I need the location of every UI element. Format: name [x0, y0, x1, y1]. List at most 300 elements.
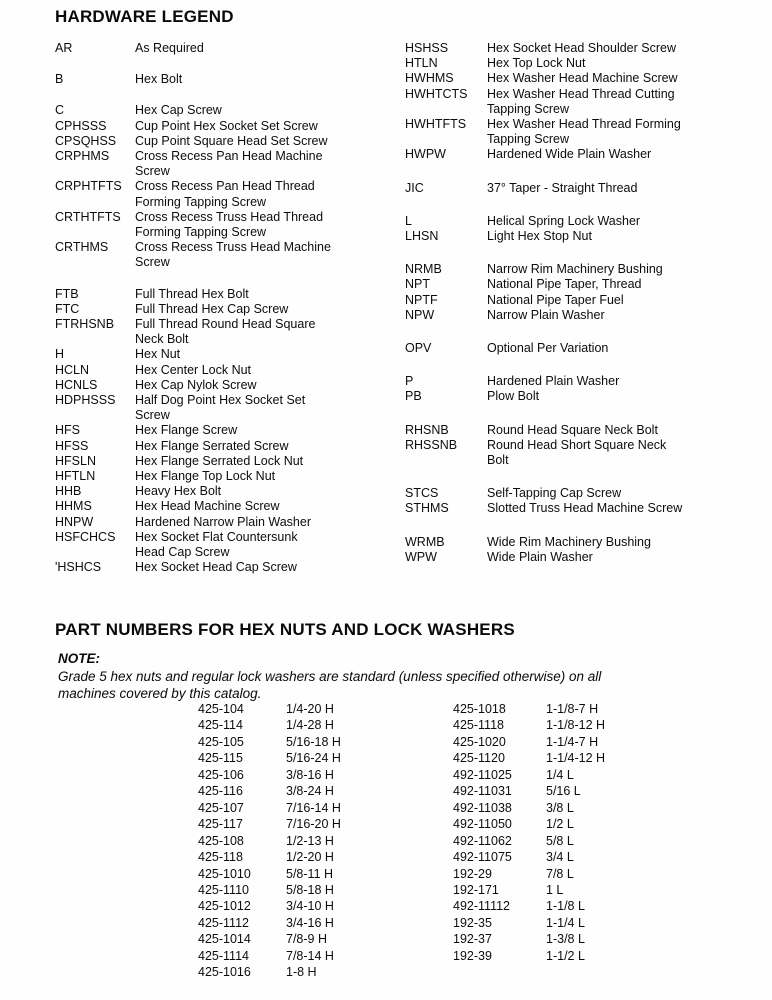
legend-entry — [405, 389, 755, 404]
part-number: 425-117 — [198, 817, 243, 832]
part-number-row — [453, 783, 703, 799]
part-number: 425-1112 — [198, 915, 249, 930]
legend-abbreviation: 'HSHCS — [55, 560, 102, 575]
legend-description-line: Narrow Plain Washer — [487, 307, 605, 322]
part-number: 425-116 — [198, 784, 243, 799]
legend-description-line: Half Dog Point Hex Socket Set — [135, 393, 306, 408]
part-size: 1-1/8 L — [546, 899, 585, 914]
part-number: 492-11025 — [453, 767, 512, 782]
part-number-row — [453, 816, 703, 832]
legend-abbreviation: CPHSSS — [55, 118, 107, 133]
legend-description — [135, 530, 397, 560]
part-size: 3/8-24 H — [286, 784, 334, 799]
legend-abbreviation: FTB — [55, 286, 79, 301]
legend-entry — [405, 262, 755, 277]
legend-description-line: Hex Washer Head Machine Screw — [487, 71, 678, 86]
legend-entry — [405, 214, 755, 229]
legend-group — [405, 181, 755, 196]
part-number-row — [198, 898, 448, 914]
hardware-legend-heading: HARDWARE LEGEND — [55, 7, 234, 26]
legend-description — [135, 119, 397, 134]
legend-description-line: Hardened Plain Washer — [487, 374, 620, 389]
legend-description-line: Light Hex Stop Nut — [487, 229, 592, 244]
part-number-row — [198, 701, 448, 717]
legend-description — [135, 560, 397, 575]
part-size: 1-1/4 L — [546, 915, 585, 930]
part-number-row — [453, 833, 703, 849]
legend-abbreviation: HWPW — [405, 147, 446, 162]
part-number: 492-11062 — [453, 833, 512, 848]
legend-description — [135, 287, 397, 302]
legend-description-line: Tapping Screw — [487, 132, 569, 147]
legend-abbreviation: HHB — [55, 484, 82, 499]
part-size: 7/8 L — [546, 866, 574, 881]
legend-description-line: Wide Plain Washer — [487, 549, 593, 564]
legend-description — [487, 41, 755, 56]
legend-entry — [55, 363, 397, 378]
part-number: 425-107 — [198, 800, 244, 815]
legend-description-line: Hardened Wide Plain Washer — [487, 147, 652, 162]
legend-description — [487, 87, 755, 117]
legend-description-line: Hex Flange Top Lock Nut — [135, 469, 276, 484]
legend-abbreviation: CPSQHSS — [55, 133, 117, 148]
legend-description — [135, 499, 397, 514]
legend-description-line: Narrow Rim Machinery Bushing — [487, 262, 663, 277]
legend-description-line: Hex Head Machine Screw — [135, 499, 280, 514]
legend-description — [487, 308, 755, 323]
legend-description-line: Full Thread Hex Cap Screw — [135, 301, 289, 316]
legend-description-line: 37° Taper - Straight Thread — [487, 180, 638, 195]
part-number: 425-1016 — [198, 965, 251, 980]
legend-description — [135, 347, 397, 362]
part-number: 425-1114 — [198, 948, 249, 963]
legend-entry — [405, 87, 755, 117]
part-size: 1-8 H — [286, 965, 317, 980]
legend-entry — [55, 469, 397, 484]
legend-entry — [405, 277, 755, 292]
part-number: 192-39 — [453, 948, 492, 963]
legend-description — [135, 134, 397, 149]
part-number: 425-1120 — [453, 751, 505, 766]
legend-group — [55, 103, 397, 270]
part-number-row — [198, 964, 448, 980]
part-size: 1/2-13 H — [286, 833, 334, 848]
part-number-row — [198, 882, 448, 898]
legend-entry — [55, 149, 397, 179]
legend-description-line: Hex Cap Screw — [135, 103, 222, 118]
legend-abbreviation: CRPHMS — [55, 149, 110, 164]
legend-description — [487, 262, 755, 277]
legend-entry — [55, 439, 397, 454]
legend-description-line: Hex Nut — [135, 347, 181, 362]
legend-entry — [55, 103, 397, 118]
legend-abbreviation: HTLN — [405, 56, 438, 71]
legend-description — [487, 277, 755, 292]
legend-entry — [55, 454, 397, 469]
part-number-row — [453, 849, 703, 865]
part-size: 5/16-18 H — [286, 734, 341, 749]
legend-description-line: Hardened Narrow Plain Washer — [135, 514, 312, 529]
legend-description-line: Hex Flange Serrated Screw — [135, 438, 289, 453]
note-label: NOTE: — [58, 651, 100, 666]
part-number: 425-118 — [198, 850, 243, 865]
part-number-row — [198, 783, 448, 799]
part-number: 425-1012 — [198, 899, 251, 914]
legend-abbreviation: NPT — [405, 277, 430, 292]
legend-abbreviation: JIC — [405, 180, 424, 195]
legend-entry — [55, 179, 397, 209]
legend-description — [135, 317, 397, 347]
legend-description-line: Hex Washer Head Thread Cutting — [487, 86, 675, 101]
legend-description — [487, 229, 755, 244]
legend-entry — [55, 72, 397, 87]
legend-description — [135, 454, 397, 469]
part-size: 5/16-24 H — [286, 751, 341, 766]
part-size: 1/2 L — [546, 817, 574, 832]
note-line: machines covered by this catalog. — [58, 686, 262, 701]
legend-entry — [55, 347, 397, 362]
legend-abbreviation: STHMS — [405, 501, 449, 516]
legend-description-line: Hex Flange Screw — [135, 423, 238, 438]
legend-description-line: Hex Socket Flat Countersunk — [135, 529, 298, 544]
legend-description — [487, 550, 755, 565]
legend-group — [55, 72, 397, 87]
legend-description — [487, 341, 755, 356]
part-numbers-right-column — [453, 701, 703, 964]
part-size: 1/4-28 H — [286, 718, 334, 733]
part-number-row — [198, 866, 448, 882]
part-size: 3/8 L — [546, 800, 574, 815]
part-size: 3/4-16 H — [286, 915, 334, 930]
legend-description — [135, 515, 397, 530]
legend-description-line: Hex Bolt — [135, 72, 183, 87]
legend-abbreviation: NPTF — [405, 292, 438, 307]
part-size: 5/16 L — [546, 784, 581, 799]
legend-description-line: Round Head Square Neck Bolt — [487, 422, 658, 437]
legend-entry — [55, 210, 397, 240]
legend-description-line: Cross Recess Pan Head Machine — [135, 149, 323, 164]
legend-group — [405, 341, 755, 356]
legend-abbreviation: P — [405, 374, 414, 389]
legend-description — [487, 438, 755, 468]
part-size: 7/8-9 H — [286, 932, 327, 947]
legend-entry — [55, 240, 397, 270]
legend-entry — [405, 423, 755, 438]
legend-entry — [55, 134, 397, 149]
part-number: 425-104 — [198, 702, 244, 716]
legend-description-line: Screw — [135, 408, 170, 423]
legend-description — [135, 469, 397, 484]
legend-abbreviation: HFS — [55, 423, 80, 438]
legend-description-line: Hex Socket Head Cap Screw — [135, 560, 297, 575]
legend-description — [135, 41, 397, 56]
part-number-row — [198, 833, 448, 849]
legend-right-column — [405, 41, 755, 565]
part-number-row — [198, 816, 448, 832]
legend-group — [405, 41, 755, 163]
legend-description — [135, 240, 397, 270]
legend-description-line: Wide Rim Machinery Bushing — [487, 534, 651, 549]
part-number-row — [453, 750, 703, 766]
legend-abbreviation: HSHSS — [405, 41, 449, 55]
legend-abbreviation: WRMB — [405, 534, 445, 549]
legend-abbreviation: HHMS — [55, 499, 92, 514]
legend-entry — [55, 515, 397, 530]
legend-entry — [55, 393, 397, 423]
part-number-row — [198, 717, 448, 733]
part-size: 1-1/4-12 H — [546, 751, 606, 766]
part-size: 1/2-20 H — [286, 850, 334, 865]
legend-abbreviation: HWHTCTS — [405, 86, 468, 101]
legend-abbreviation: HFSS — [55, 438, 89, 453]
part-size: 7/16-14 H — [286, 800, 341, 815]
part-number-row — [198, 767, 448, 783]
part-size: 1/4-20 H — [286, 702, 334, 716]
legend-abbreviation: L — [405, 213, 412, 228]
part-numbers-left-column — [198, 701, 448, 981]
legend-description-line: Hex Flange Serrated Lock Nut — [135, 453, 304, 468]
legend-description-line: Full Thread Hex Bolt — [135, 286, 249, 301]
part-number-row — [453, 948, 703, 964]
legend-description — [487, 293, 755, 308]
part-size: 3/8-16 H — [286, 767, 334, 782]
legend-abbreviation: STCS — [405, 486, 439, 501]
legend-abbreviation: RHSNB — [405, 422, 449, 437]
legend-entry — [405, 308, 755, 323]
legend-description — [135, 149, 397, 179]
legend-entry — [55, 499, 397, 514]
part-number-row — [453, 767, 703, 783]
legend-description-line: Cross Recess Truss Head Thread — [135, 209, 324, 224]
part-number: 425-1020 — [453, 734, 506, 749]
legend-description-line: Hex Cap Nylok Screw — [135, 377, 257, 392]
legend-abbreviation: FTRHSNB — [55, 317, 115, 332]
part-size: 1 L — [546, 882, 564, 897]
legend-entry — [55, 302, 397, 317]
legend-description-line: Tapping Screw — [487, 101, 569, 116]
legend-description-line: Round Head Short Square Neck — [487, 437, 667, 452]
legend-abbreviation: C — [55, 103, 65, 118]
part-size: 1-1/8-12 H — [546, 718, 606, 733]
legend-entry — [405, 41, 755, 56]
part-number: 492-11112 — [453, 899, 510, 914]
part-number-row — [453, 882, 703, 898]
legend-description-line: National Pipe Taper, Thread — [487, 277, 642, 292]
legend-group — [405, 262, 755, 323]
part-size: 3/4 L — [546, 850, 574, 865]
legend-left-column — [55, 41, 397, 576]
legend-entry — [55, 560, 397, 575]
legend-entry — [405, 71, 755, 86]
legend-description-line: Optional Per Variation — [487, 341, 609, 356]
part-size: 7/16-20 H — [286, 817, 341, 832]
legend-group — [55, 287, 397, 576]
part-size: 1/4 L — [546, 767, 574, 782]
legend-description-line: Hex Socket Head Shoulder Screw — [487, 41, 676, 55]
legend-description — [487, 501, 755, 516]
legend-abbreviation: CRPHTFTS — [55, 179, 122, 194]
part-number-row — [198, 931, 448, 947]
part-number-row — [453, 717, 703, 733]
part-size: 3/4-10 H — [286, 899, 334, 914]
part-number: 492-11031 — [453, 784, 512, 799]
part-number: 425-114 — [198, 718, 243, 733]
legend-entry — [55, 378, 397, 393]
legend-description — [135, 179, 397, 209]
legend-description — [135, 210, 397, 240]
legend-description-line: Helical Spring Lock Washer — [487, 213, 641, 228]
part-size: 1-3/8 L — [546, 932, 585, 947]
legend-abbreviation: HWHMS — [405, 71, 454, 86]
legend-entry — [405, 181, 755, 196]
part-number-row — [198, 750, 448, 766]
part-number: 425-115 — [198, 751, 243, 766]
legend-abbreviation: HCLN — [55, 362, 90, 377]
legend-entry — [405, 147, 755, 162]
part-size: 5/8 L — [546, 833, 574, 848]
legend-description-line: Forming Tapping Screw — [135, 194, 267, 209]
part-number: 192-37 — [453, 932, 492, 947]
legend-description-line: Cross Recess Truss Head Machine — [135, 240, 331, 255]
legend-group — [405, 214, 755, 244]
legend-description — [135, 302, 397, 317]
part-size: 1-1/2 L — [546, 948, 585, 963]
legend-description — [135, 378, 397, 393]
legend-entry — [55, 119, 397, 134]
legend-description-line: Self-Tapping Cap Screw — [487, 486, 622, 501]
part-number-row — [198, 948, 448, 964]
part-number: 192-35 — [453, 915, 492, 930]
part-numbers-heading: PART NUMBERS FOR HEX NUTS AND LOCK WASHERS — [55, 620, 515, 639]
legend-description — [487, 486, 755, 501]
legend-entry — [405, 293, 755, 308]
legend-description-line: Hex Top Lock Nut — [487, 56, 586, 71]
part-size: 5/8-18 H — [286, 882, 334, 897]
legend-description — [135, 484, 397, 499]
legend-description — [135, 72, 397, 87]
part-number-row — [453, 701, 703, 717]
legend-description — [135, 393, 397, 423]
legend-description — [487, 423, 755, 438]
part-number-row — [453, 866, 703, 882]
legend-abbreviation: NPW — [405, 307, 435, 322]
legend-entry — [405, 438, 755, 468]
legend-abbreviation: FTC — [55, 301, 80, 316]
legend-description — [135, 363, 397, 378]
legend-description — [487, 214, 755, 229]
legend-description-line: National Pipe Taper Fuel — [487, 292, 624, 307]
legend-description — [487, 535, 755, 550]
legend-abbreviation: B — [55, 72, 64, 87]
legend-entry — [55, 484, 397, 499]
legend-abbreviation: HNPW — [55, 514, 94, 529]
legend-description-line: Hex Center Lock Nut — [135, 362, 252, 377]
part-number-row — [453, 898, 703, 914]
legend-entry — [405, 117, 755, 147]
legend-description-line: Screw — [135, 164, 170, 179]
part-number-row — [453, 915, 703, 931]
part-number-row — [198, 915, 448, 931]
legend-abbreviation: PB — [405, 389, 422, 404]
legend-abbreviation: H — [55, 347, 65, 362]
part-number: 425-108 — [198, 833, 244, 848]
legend-entry — [405, 486, 755, 501]
legend-group — [405, 423, 755, 469]
legend-abbreviation: RHSSNB — [405, 437, 458, 452]
legend-description-line: Cup Point Square Head Set Screw — [135, 133, 328, 148]
legend-abbreviation: HWHTFTS — [405, 117, 467, 132]
legend-description-line: Heavy Hex Bolt — [135, 484, 222, 499]
legend-abbreviation: CRTHTFTS — [55, 209, 121, 224]
legend-abbreviation: HCNLS — [55, 377, 98, 392]
part-number: 425-105 — [198, 734, 244, 749]
legend-description — [487, 56, 755, 71]
part-number-row — [198, 849, 448, 865]
legend-entry — [55, 41, 397, 56]
part-number-row — [198, 800, 448, 816]
legend-abbreviation: HFTLN — [55, 469, 96, 484]
part-number: 425-1110 — [198, 882, 249, 897]
legend-group — [405, 374, 755, 404]
part-number-row — [453, 800, 703, 816]
legend-entry — [405, 56, 755, 71]
part-number: 425-106 — [198, 767, 244, 782]
part-number: 192-29 — [453, 866, 492, 881]
legend-description — [487, 71, 755, 86]
legend-abbreviation: AR — [55, 41, 73, 55]
legend-group — [405, 486, 755, 516]
legend-description-line: Screw — [135, 255, 170, 270]
legend-group — [55, 41, 397, 56]
legend-description-line: As Required — [135, 41, 204, 55]
legend-description — [487, 181, 755, 196]
legend-description-line: Head Cap Screw — [135, 545, 230, 560]
legend-description-line: Cup Point Hex Socket Set Screw — [135, 118, 318, 133]
legend-description-line: Bolt — [487, 453, 509, 468]
legend-description — [135, 103, 397, 118]
legend-description — [135, 439, 397, 454]
part-number: 425-1010 — [198, 866, 251, 881]
legend-abbreviation: CRTHMS — [55, 240, 109, 255]
legend-abbreviation: HSFCHCS — [55, 529, 116, 544]
legend-description — [487, 147, 755, 162]
part-number-row — [198, 734, 448, 750]
legend-entry — [405, 229, 755, 244]
legend-description-line: Cross Recess Pan Head Thread — [135, 179, 315, 194]
part-number: 192-171 — [453, 882, 499, 897]
legend-abbreviation: HDPHSSS — [55, 393, 116, 408]
legend-description — [487, 117, 755, 147]
legend-description-line: Hex Washer Head Thread Forming — [487, 117, 681, 132]
part-size: 1-1/8-7 H — [546, 702, 599, 716]
legend-entry — [405, 535, 755, 550]
legend-abbreviation: OPV — [405, 341, 432, 356]
legend-entry — [405, 550, 755, 565]
part-number: 425-1014 — [198, 932, 251, 947]
part-number: 492-11075 — [453, 850, 512, 865]
legend-group — [405, 535, 755, 565]
legend-entry — [55, 287, 397, 302]
note-line: Grade 5 hex nuts and regular lock washers are standard (unless specified otherwise) on all — [58, 668, 602, 684]
legend-abbreviation: HFSLN — [55, 453, 96, 468]
legend-entry — [405, 374, 755, 389]
legend-entry — [55, 530, 397, 560]
part-number: 425-1118 — [453, 718, 504, 733]
part-number: 425-1018 — [453, 702, 506, 716]
legend-abbreviation: NRMB — [405, 262, 442, 277]
legend-description-line: Forming Tapping Screw — [135, 225, 267, 240]
part-number: 492-11038 — [453, 800, 512, 815]
